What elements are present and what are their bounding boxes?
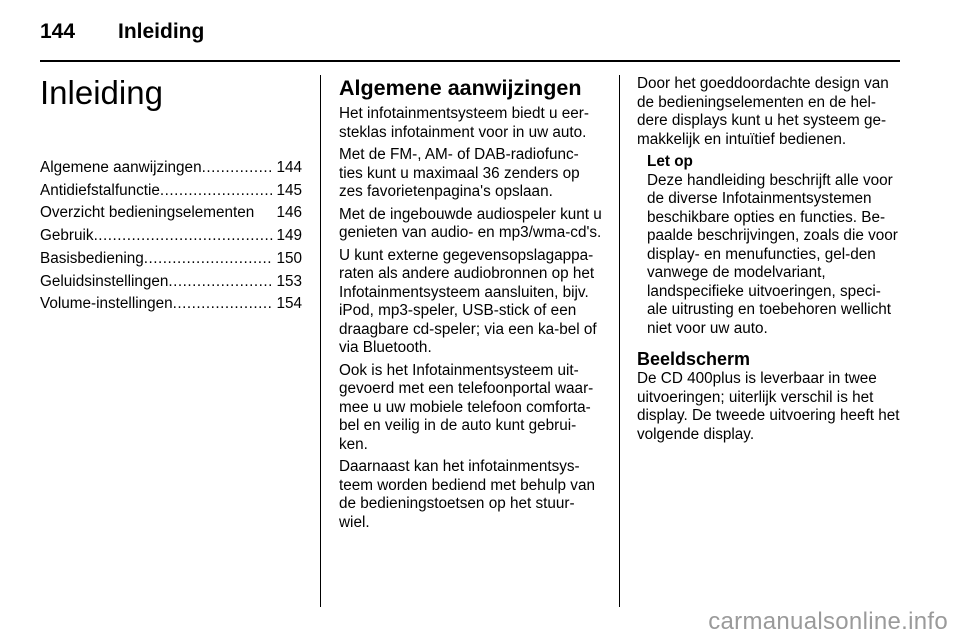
paragraph: Met de ingebouwde audiospeler kunt u genieten van audio- en mp3/wma-cd's. xyxy=(339,205,602,241)
watermark: carmanualsonline.info xyxy=(708,608,948,635)
toc-leader-dots xyxy=(144,248,274,271)
paragraph: Ook is het Infotainmentsysteem uit-gevoerd met een telefoonportal waar-mee u uw mobiele telefoon comforta-bel en veilig in de auto kunt gebrui-ken. xyxy=(339,361,594,453)
paragraph: Met de FM-, AM- of DAB-radiofunc-ties kunt u maximaal 36 zenders op zes favorietenpagina's opslaan. xyxy=(339,146,580,200)
running-title: Inleiding xyxy=(118,20,205,43)
toc-entry-label: Antidiefstalfunctie xyxy=(40,181,160,199)
note-box xyxy=(647,153,901,338)
column-divider xyxy=(619,75,620,607)
toc-entry-page: 154 xyxy=(276,295,302,313)
note-title: Let op xyxy=(647,153,693,170)
toc-entry-page: 149 xyxy=(276,227,302,245)
toc-entry-label: Algemene aanwijzingen xyxy=(40,159,202,176)
toc-entry[interactable] xyxy=(40,202,302,225)
toc-entry-label: Volume-instellingen xyxy=(40,295,173,313)
paragraph: Daarnaast kan het infotainmentsys-teem worden bediend met behulp van de bedieningstoetsen op het stuur-wiel. xyxy=(339,458,595,531)
paragraph: Het infotainmentsysteem biedt u eer-steklas infotainment voor in uw auto. xyxy=(339,105,589,141)
paragraph: Door het goeddoordachte design van de bedieningselementen en de hel-dere displays kunt u het systeem ge-makkelijk en intuïtief bedienen. xyxy=(637,75,889,148)
toc-entry-label: Overzicht bedieningselementen xyxy=(40,204,255,222)
toc-entry[interactable] xyxy=(40,271,302,294)
column-divider xyxy=(320,75,321,607)
toc-leader-dots xyxy=(160,180,274,203)
note-text: Deze handleiding beschrijft alle voor de diverse Infotainmentsystemen beschikbare opties en functies. Be-paalde beschrijvingen, zoals die voor display- en menufuncties, gel-den vanwege de modelvariant, landspecifieke uitvoeringen, speci-ale uitrusting en toebehoren wellicht niet voor uw auto. xyxy=(647,171,898,337)
toc-leader-dots xyxy=(202,157,274,180)
toc-entry[interactable] xyxy=(40,180,302,203)
page-number: 144 xyxy=(40,20,76,43)
toc-entry-page: 146 xyxy=(276,204,302,222)
toc-entry-page: 150 xyxy=(276,249,302,267)
subsection-title: Beeldscherm xyxy=(637,349,751,369)
toc-entry-label: Basisbediening xyxy=(40,249,144,267)
toc-entry[interactable] xyxy=(40,157,302,180)
toc-entry[interactable] xyxy=(40,293,302,316)
chapter-column xyxy=(40,75,302,316)
chapter-title: Inleiding xyxy=(40,74,163,111)
toc-leader-dots xyxy=(94,225,274,248)
paragraph: De CD 400plus is leverbaar in twee uitvoeringen; uiterlijk verschil is het display. De tweede uitvoering heeft het volgende display. xyxy=(637,370,900,443)
toc-entry-page: 145 xyxy=(276,181,302,199)
toc-entry[interactable] xyxy=(40,248,302,271)
toc-entry-page: 144 xyxy=(276,159,302,176)
toc-entry-label: Geluidsinstellingen xyxy=(40,272,169,290)
continuation-column xyxy=(637,75,901,448)
toc-entry-label: Gebruik xyxy=(40,227,94,245)
paragraph: U kunt externe gegevensopslagappa-raten als andere audiobronnen op het Infotainmentsysteem aansluiten, bijv. iPod, mp3-speler, USB-stick of een draagbare cd-speler; via een ka-bel of via Bluetooth. xyxy=(339,246,597,356)
header-rule xyxy=(40,60,900,62)
section-column xyxy=(339,75,602,536)
toc-entry-page: 153 xyxy=(276,272,302,290)
section-title: Algemene aanwijzingen xyxy=(339,76,582,100)
page-header xyxy=(40,20,920,50)
toc-entry[interactable] xyxy=(40,225,302,248)
toc-leader-dots xyxy=(173,293,274,316)
toc-leader-dots xyxy=(168,271,273,294)
table-of-contents xyxy=(40,157,302,316)
